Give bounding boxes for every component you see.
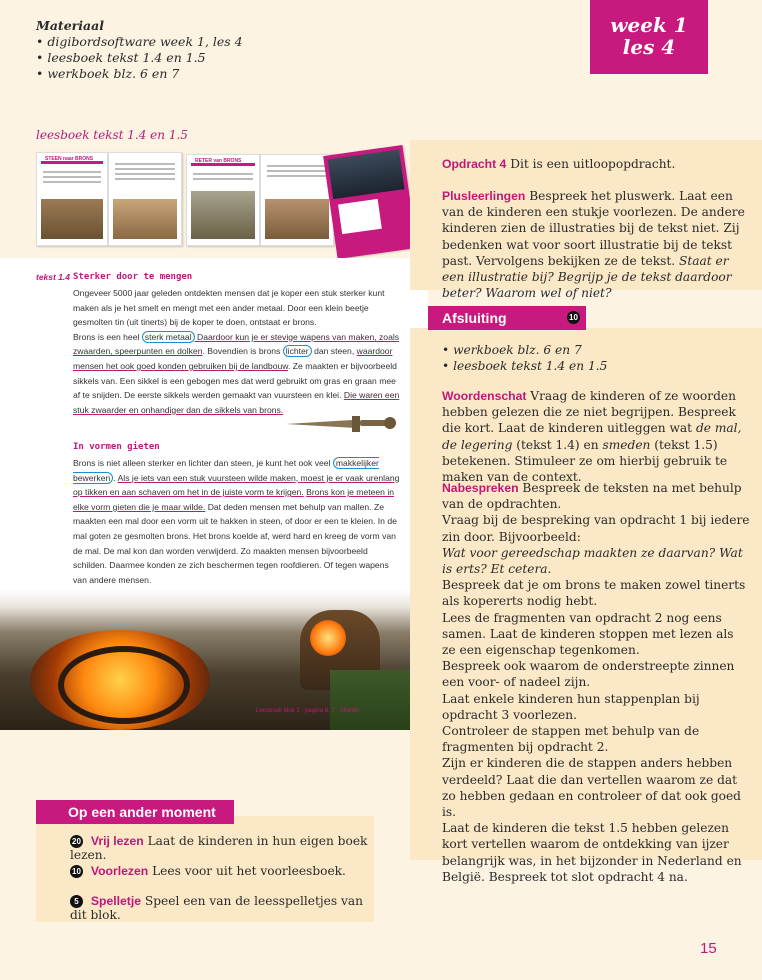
underlined-sentence: Als je iets van een stuk vuursteen wilde maken, moest je er vaak urenlang op tikken en aan schaven om het in de juiste vorm te krijgen. — [73, 472, 400, 498]
materiaal-block — [36, 18, 243, 82]
highlight-word: lichter — [283, 345, 312, 357]
leesboek-page — [0, 258, 428, 598]
underlined-sentence: Daardoor kun je er stevige wapens van maken, zoals zwaarden, speerpunten en dolken — [73, 331, 400, 357]
materiaal-item: • digibordsoftware week 1, les 4 — [36, 34, 243, 50]
nabespreken-label: Nabespreken — [442, 481, 519, 495]
leesboek-label: leesboek tekst 1.4 en 1.5 — [36, 128, 188, 142]
minutes-badge: 20 — [70, 835, 83, 848]
underlined-sentence: Die waren een stuk zwaarder en onhandiger dan de sikkels van brons. — [73, 390, 400, 415]
opdracht4 — [442, 156, 752, 172]
opdracht4-label: Opdracht 4 — [442, 157, 507, 171]
text-body: Brons is niet alleen sterker en lichter dan steen, je kunt het ook veel makkelijker bewerken . Als je iets van een stuk vuursteen wilde maken, moest je er vaak urenlang op tikken en aan schaven om het in de juiste vorm te krijgen. Brons kon je meteen in elke vorm gieten die je maar wilde. Dat deden mensen met behulp van mallen. Ze maakten een mal door een vorm uit te hakken in steen, of door er een te kleien. In de mal goten ze gesmolten brons. Het brons koelde af, werd hard en kreeg de vorm van de mal. De mal kon dan worden verwijderd. Zo maakten mensen bijvoorbeeld schilden. Daarmee konden ze zich beschermen tegen roofdieren. Of tegen wapens van andere mensen. — [73, 458, 400, 585]
page-footer: Leesboek blok 1 · pagina 6, 7 · Atlantis — [256, 708, 360, 714]
thumbnail-page — [108, 152, 182, 246]
activity-label: Vrij lezen — [90, 834, 144, 848]
thumbnail-title: STEEN naar BRONS — [45, 156, 94, 162]
activity-row — [70, 834, 374, 862]
section-heading: Sterker door te mengen — [73, 272, 193, 282]
materiaal-title: Materiaal — [36, 18, 104, 33]
week-label: week 1 — [610, 13, 688, 37]
materiaal-list — [36, 34, 243, 82]
opdracht-box — [410, 140, 762, 301]
minutes-badge: 10 — [70, 865, 83, 878]
week-badge — [590, 0, 708, 74]
activity-row — [70, 864, 346, 878]
afsluiting-item: • werkboek blz. 6 en 7 — [442, 343, 582, 357]
section-heading: In vormen gieten — [73, 442, 160, 452]
plusleerlingen-label: Plusleerlingen — [442, 189, 526, 203]
plusleerlingen — [442, 188, 752, 301]
activity-text: Speel een van de leesspelletjes van dit blok. — [70, 894, 364, 922]
paragraph: Ongeveer 5000 jaar geleden ontdekten mensen dat je koper een stuk sterker kunt maken als je het smelt en mengt met een ander metaal. Door een klein beetje gesmolten tin (uit tinerts) bij de koper te doen, ontstaat er brons. — [73, 288, 385, 328]
minutes-badge: 5 — [70, 895, 83, 908]
activity-text: Laat de kinderen in hun eigen boek lezen. — [70, 834, 368, 862]
minutes-badge: 10 — [567, 311, 580, 324]
afsluiting-item: • leesboek tekst 1.4 en 1.5 — [442, 359, 608, 374]
opdracht4-text: Dit is een uitloopopdracht. — [510, 157, 676, 171]
nabespreken: Nabespreken Bespreek de teksten na met behulp van de opdrachten. Vraag bij de bespreking van opdracht 1 bij iedere zin door. Bijvoorbeeld: Wat voor gereedschap maakten ze daarvan? Wat is erts? Et cetera. Bespreek dat je om brons te maken zowel tinerts als kopererts nodig hebt. Lees de fragmenten van opdracht 2 nog eens samen. Laat de kinderen stoppen met lezen als ze een eigenschap tegenkomen. Bespreek ook waarom de onderstreepte zinnen een voor- of nadeel zijn. Laat enkele kinderen hun stappenplan bij opdracht 3 voorlezen. Controleer de stappen met behulp van de fragmenten bij opdracht 2. Zijn er kinderen die de stappen anders hebben verdeeld? Laat die dan vertellen waarom ze dat zo hebben gedaan en controleer of dat ook goed is. Laat de kinderen die tekst 1.5 hebben gelezen kort vertellen waarom de ontdekking van ijzer belangrijk was, in het bijzonder in Nederland en België. Bespreek tot slot opdracht 4 na. — [442, 481, 750, 884]
underlined-sentence: Brons kon je meteen in elke vorm gieten die je maar wilde. — [73, 487, 395, 512]
tekst-tag: tekst 1.4 — [36, 272, 71, 282]
page-number: 15 — [700, 940, 717, 957]
bronze-casting-photo — [0, 590, 428, 730]
activity-text: Lees voor uit het voorleesboek. — [152, 864, 346, 878]
materiaal-item: • leesboek tekst 1.4 en 1.5 — [36, 50, 243, 66]
underlined-sentence: waardoor mensen het ook goed konden gebruiken bij de landbouw — [73, 346, 393, 371]
op-een-ander-moment-box — [36, 816, 374, 922]
woordenschat: Woordenschat Vraag de kinderen of ze woorden hebben gelezen die ze niet begrijpen. Bespreek die kort. Laat de kinderen uitleggen wat de mal, de legering (tekst 1.4) en smeden (tekst 1.5) betekenen. Stimuleer ze om hierbij gebruik te maken van de context. — [442, 389, 742, 485]
thumbnail-page — [186, 154, 260, 246]
book-thumbnails — [0, 148, 410, 258]
afsluiting-materials — [442, 342, 748, 374]
bronze-dagger-illustration — [282, 408, 402, 438]
afsluiting-box — [410, 328, 762, 884]
plusleerlingen-text: Bespreek het pluswerk. Laat een van de kinderen een stukje voorlezen. De andere kinderen zien de illustraties bij de tekst niet. Zij bedenken wat voor soort illustratie bij de tekst past. Vervolgens bekijken ze de tekst. — [442, 189, 745, 268]
thumbnail-title: RETER van BRONS — [195, 158, 242, 164]
highlight-word: sterk metaal — [142, 331, 195, 343]
op-een-ander-moment-header: Op een ander moment — [36, 800, 234, 824]
afsluiting-header — [428, 306, 586, 330]
activity-label: Voorlezen — [90, 864, 149, 878]
woordenschat-label: Woordenschat — [442, 389, 527, 403]
text-body — [73, 286, 403, 417]
afsluiting-title: Afsluiting — [442, 310, 507, 326]
paragraph: Brons is een heel sterk metaal Daardoor kun je er stevige wapens van maken, zoals zwaarden, speerpunten en dolken. Bovendien is brons lichter dan steen, waardoor mensen het ook goed konden gebruiken bij de landbouw. Ze maakten er bijvoorbeeld sikkels van. Een sikkel is een gebogen mes dat werd gebruikt om gras en graan mee af te snijden. De eerste sikkels werden gemaakt van vuursteen en klei. Die waren een stuk zwaarder en onhandiger dan de sikkels van brons. — [73, 331, 400, 415]
lesson-label: les 4 — [622, 35, 676, 59]
thumbnail-page — [323, 145, 417, 259]
activity-row — [70, 894, 374, 922]
plusleerlingen-question: Staat er een illustratie bij? Begrijp je de tekst daardoor beter? Waarom wel of niet? — [442, 253, 732, 301]
materiaal-item: • werkboek blz. 6 en 7 — [36, 66, 243, 82]
highlight-word: makkelijker bewerken — [73, 458, 379, 483]
thumbnail-page — [36, 152, 108, 246]
thumbnail-page — [260, 154, 334, 246]
activity-label: Spelletje — [90, 894, 141, 908]
